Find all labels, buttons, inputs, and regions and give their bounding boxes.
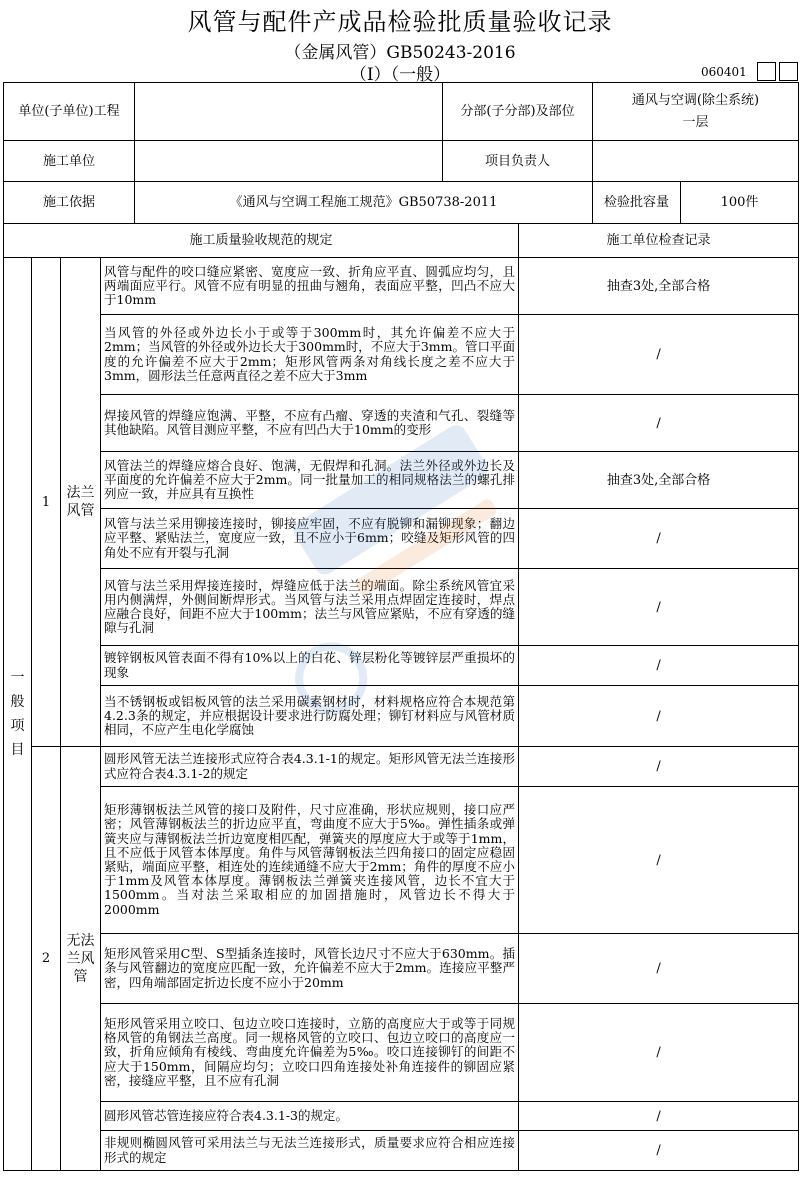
check-record[interactable]: / — [519, 686, 799, 747]
check-record[interactable]: 抽查3处,全部合格 — [519, 258, 799, 315]
record-column-header: 施工单位检查记录 — [519, 224, 799, 258]
document-subtitle-category: （Ⅰ）（一般） — [349, 65, 451, 85]
section-label-general-items: 一 般 项 目 — [4, 258, 32, 1171]
division-value-system: 通风与空调(除尘系统) — [631, 93, 760, 108]
document-subtitle-standard: （金属风管）GB50243-2016 — [284, 43, 516, 63]
division-value[interactable] — [593, 83, 799, 141]
check-record[interactable]: / — [519, 1131, 799, 1171]
requirement-text: 镀锌钢板风管表面不得有10%以上的白花、锌层粉化等镀锌层严重损坏的现象 — [101, 646, 519, 686]
requirement-text: 风管与配件的咬口缝应紧密、宽度应一致、折角应平直、圆弧应均匀，且两端面应平行。风管不应有明显的扭曲与翘角，表面应平整，凹凸不应大于10mm — [101, 258, 519, 315]
header-table — [3, 82, 799, 224]
spec-column-header: 施工质量验收规范的规定 — [4, 224, 519, 258]
unit-value[interactable] — [135, 83, 443, 141]
manager-label: 项目负责人 — [443, 141, 593, 182]
requirement-text: 圆形风管无法兰连接形式应符合表4.3.1-1的规定。矩形风管无法兰连接形式应符合表4.3.1-2的规定 — [101, 747, 519, 787]
form-code-box[interactable] — [757, 62, 776, 81]
requirement-text: 非规则椭圆风管可采用法兰与无法兰连接形式，质量要求应符合相应连接形式的规定 — [101, 1131, 519, 1171]
inspection-table — [3, 223, 799, 1171]
requirement-text: 风管与法兰采用焊接连接时，焊缝应低于法兰的端面。除尘系统风管宜采用内侧满焊，外侧间断焊形式。当风管与法兰采用点焊固定连接时，焊点应融合良好，间距不应大于100mm；法兰与风管应紧贴，不应有穿透的缝隙与孔洞 — [101, 569, 519, 646]
check-record[interactable]: / — [519, 646, 799, 686]
check-record[interactable]: / — [519, 509, 799, 569]
unit-label: 单位(子单位)工程 — [4, 83, 135, 141]
requirement-text: 矩形风管采用C型、S型插条连接时，风管长边尺寸不应大于630mm。插条与风管翻边的宽度应匹配一致，允许偏差不应大于2mm。连接应平整严密，四角端部固定折边长度不应小于20mm — [101, 934, 519, 1004]
basis-label: 施工依据 — [4, 182, 135, 224]
check-record[interactable]: / — [519, 569, 799, 646]
group-name-flange-duct: 法兰风管 — [61, 258, 101, 747]
manager-value[interactable] — [593, 141, 799, 182]
check-record[interactable]: / — [519, 395, 799, 452]
requirement-text: 当不锈钢板或铝板风管的法兰采用碳素钢材时，材料规格应符合本规范第4.2.3条的规定，并应根据设计要求进行防腐处理；铆钉材料应与风管材质相同，不应产生电化学腐蚀 — [101, 686, 519, 747]
contractor-label: 施工单位 — [4, 141, 135, 182]
division-value-floor: 一层 — [682, 115, 709, 130]
requirement-text: 当风管的外径或外边长小于或等于300mm时，其允许偏差不应大于2mm；当风管的外径或外边长大于300mm时，不应大于3mm。管口平面度的允许偏差不应大于2mm；矩形风管两条对角线长度之差不应大于3mm，圆形法兰任意两直径之差不应大于3mm — [101, 315, 519, 395]
requirement-text: 圆形风管芯管连接应符合表4.3.1-3的规定。 — [101, 1102, 519, 1131]
requirement-text: 风管法兰的焊缝应熔合良好、饱满，无假焊和孔洞。法兰外径或外边长及平面度的允许偏差不应大于2mm。同一批量加工的相同规格法兰的螺孔排列应一致，并应具有互换性 — [101, 452, 519, 509]
division-label: 分部(子分部)及部位 — [443, 83, 593, 141]
form-code: 060401 — [701, 65, 747, 79]
requirement-text: 矩形薄钢板法兰风管的接口及附件，尺寸应准确，形状应规则，接口应严密；风管薄钢板法兰的折边应平直，弯曲度不应大于5‰。弹性插条或弹簧夹应与薄钢板法兰折边宽度相匹配，弹簧夹的厚度应大于或等于1mm，且不应低于风管本体厚度。角件与风管薄钢板法兰四角接口的固定应稳固紧贴，端面应平整，相连处的连续通缝不应大于2mm；角件的厚度不应小于1mm及风管本体厚度。薄钢板法兰弹簧夹连接风管，边长不宜大于1500mm。当对法兰采取相应的加固措施时，风管边长不得大于2000mm — [101, 787, 519, 934]
contractor-value[interactable] — [135, 141, 443, 182]
group-number: 2 — [32, 747, 61, 1171]
check-record[interactable]: / — [519, 1102, 799, 1131]
check-record[interactable]: / — [519, 787, 799, 934]
requirement-text: 焊接风管的焊缝应饱满、平整，不应有凸瘤、穿透的夹渣和气孔、裂缝等其他缺陷。风管目测应平整，不应有凹凸大于10mm的变形 — [101, 395, 519, 452]
check-record[interactable]: / — [519, 315, 799, 395]
document-title: 风管与配件产成品检验批质量验收记录 — [187, 8, 613, 36]
requirement-text: 矩形风管采用立咬口、包边立咬口连接时，立筋的高度应大于或等于同规格风管的角钢法兰高度。同一规格风管的立咬口、包边立咬口的高度应一致，折角应倾角有棱线、弯曲度允许偏差为5‰。咬口连接铆钉的间距不应大于150mm，间隔应均匀；立咬口四角连接处补角连接件的铆固应紧密，接缝应平整，且不应有孔洞 — [101, 1004, 519, 1102]
form-code-box[interactable] — [779, 62, 798, 81]
group-number: 1 — [32, 258, 61, 747]
check-record[interactable]: / — [519, 934, 799, 1004]
check-record[interactable]: 抽查3处,全部合格 — [519, 452, 799, 509]
capacity-label: 检验批容量 — [593, 182, 681, 224]
requirement-text: 风管与法兰采用铆接连接时，铆接应牢固，不应有脱铆和漏铆现象；翻边应平整、紧贴法兰，宽度应一致，且不应小于6mm；咬缝及矩形风管的四角处不应有开裂与孔洞 — [101, 509, 519, 569]
capacity-value[interactable]: 100件 — [681, 182, 799, 224]
check-record[interactable]: / — [519, 1004, 799, 1102]
basis-value[interactable]: 《通风与空调工程施工规范》GB50738-2011 — [135, 182, 593, 224]
group-name-flangeless-duct: 无法兰风管 — [61, 747, 101, 1171]
check-record[interactable]: / — [519, 747, 799, 787]
